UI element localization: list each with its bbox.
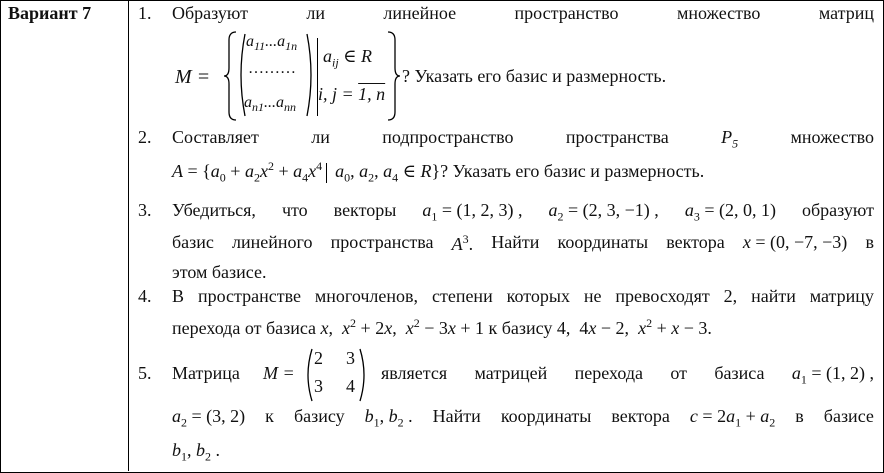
word: образуют xyxy=(802,200,874,220)
task-5-word-matrix: Матрица xyxy=(172,363,240,383)
word: базиса xyxy=(714,363,765,383)
task-4-line-2: перехода от базиса x, $x^2 + 2x$, $x^2 - 3x + 1$ к базису 4, 4x − 2, $x^2 + x - 3$. xyxy=(172,316,712,338)
vector-a2: $a_2 = (3$, 2) xyxy=(172,406,246,430)
word: Найти xyxy=(432,406,481,426)
word: перехода xyxy=(574,363,643,383)
task-1-number: 1. xyxy=(138,3,152,23)
task-3-line-2: базис линейного пространства $A^3$. Найти координаты вектора x = (0, −7, −3) в xyxy=(172,232,874,254)
matrix-symbol: M = xyxy=(175,66,211,88)
task-1-tail: ? Указать его базис и размерность. xyxy=(402,66,667,86)
vector-a1: $a_1 = (1$, 2, 3) , xyxy=(422,200,523,224)
task-4-line-1: В пространстве многочленов, степени которых не превосходят 2, найти матрицу xyxy=(172,286,874,306)
word: координаты xyxy=(500,406,592,426)
word: матрицей xyxy=(474,363,548,383)
matrix-cell: 2 xyxy=(314,348,323,368)
basis-b: $b_1$, $b_2$ . xyxy=(364,406,413,430)
word: Убедиться, xyxy=(172,200,256,220)
matrix-row-1: $a_{11}...a_{1n}$ xyxy=(246,33,298,54)
right-brace-icon xyxy=(386,30,402,122)
word: от xyxy=(670,363,688,383)
word: Составляет xyxy=(172,127,259,147)
variant-label: Вариант 7 xyxy=(8,3,92,23)
matrix-cell: 3 xyxy=(314,376,323,396)
task-5-matrix-symbol: M = xyxy=(263,363,295,383)
condition-1: $a_{ij}$ ∈ R xyxy=(323,46,372,70)
task-3-line-3: этом базисе. xyxy=(172,262,267,282)
word: пространство xyxy=(514,3,619,23)
word: Образуют xyxy=(172,3,248,23)
right-paren-icon xyxy=(306,32,316,118)
space-symbol: $P_5$ xyxy=(721,127,739,151)
right-paren-icon xyxy=(359,347,369,403)
word: подпространство xyxy=(382,127,514,147)
word: множество xyxy=(676,3,761,23)
task-2-line-1 xyxy=(172,127,874,152)
word: множество xyxy=(790,127,874,147)
word: ли xyxy=(306,3,325,23)
condition-2: i, j = 1, n xyxy=(318,84,386,104)
word: линейное xyxy=(383,3,457,23)
vector-a1: $a_1 = (1$, 2) , xyxy=(791,363,874,387)
task-5-number: 5. xyxy=(138,363,152,383)
matrix-cell: 3 xyxy=(346,348,355,368)
word: векторы xyxy=(333,200,397,220)
word: матриц xyxy=(818,3,874,23)
word: вектора xyxy=(611,406,670,426)
task-3-line-1 xyxy=(172,200,874,225)
column-divider xyxy=(128,0,129,471)
word: является xyxy=(381,363,448,383)
task-4-number: 4. xyxy=(138,286,152,306)
word: к xyxy=(265,406,274,426)
task-2-line-2: $A = \{a_0 + a_2x^2 + a_4x^4$ $a_0$, $a_2$, $a_4$ ∈ R}? Указать его базис и размерность. xyxy=(172,159,705,185)
task-5-line-1 xyxy=(381,363,874,388)
word: в xyxy=(795,406,804,426)
word: что xyxy=(281,200,308,220)
task-5-line-2 xyxy=(172,406,874,431)
matrix-row-3: $a_{n1}...a_{nn}$ xyxy=(244,94,296,115)
task-5-line-3: $b_1$, $b_2$ . xyxy=(172,440,220,464)
vector-a2: $a_2 = (2$, 3, −1) , xyxy=(548,200,659,224)
task-2-number: 2. xyxy=(138,127,152,147)
matrix-row-2: ……… xyxy=(248,60,296,77)
word: базисе xyxy=(823,406,874,426)
word: ли xyxy=(311,127,330,147)
task-1-line-1 xyxy=(172,3,874,24)
left-paren-icon xyxy=(303,347,313,403)
task-3-number: 3. xyxy=(138,200,152,220)
vector-a3: $a_3 = (2$, 0, 1) xyxy=(684,200,776,224)
word: базису xyxy=(293,406,345,426)
vector-c: $c = 2a_1 + a_2$ xyxy=(689,406,776,430)
matrix-cell: 4 xyxy=(346,376,355,396)
word: пространства xyxy=(565,127,669,147)
